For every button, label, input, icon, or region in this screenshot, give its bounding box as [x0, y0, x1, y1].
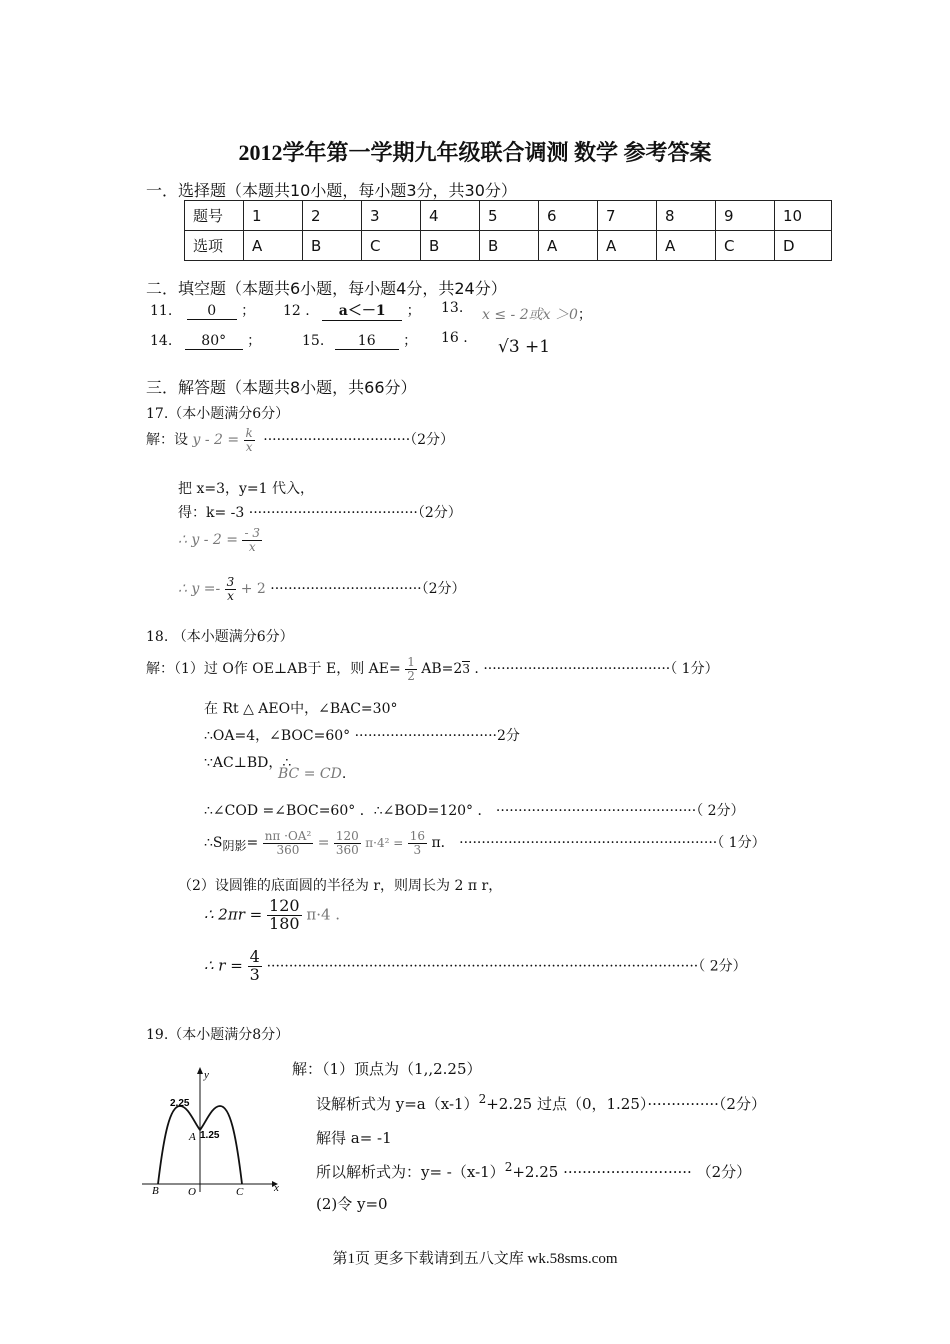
cell-num-3: 3 [362, 201, 421, 231]
row-label-number: 题号 [185, 201, 244, 231]
answer-table-number-row [185, 201, 832, 231]
cell-ans-2: B [303, 231, 362, 261]
cell-num-9: 9 [716, 201, 775, 231]
cell-num-4: 4 [421, 201, 480, 231]
q19-line5: (2)令 y=0 [316, 1195, 388, 1213]
q15-number: 15. [302, 333, 325, 349]
page-title: 2012学年第一学期九年级联合调测 数学 参考答案 [238, 140, 712, 165]
q17-line1 [146, 427, 454, 453]
q18-l1-fraction: $\frac{1}{2}$ [407, 655, 415, 683]
q18-l8-fraction: $\frac{120}{180}$ [269, 896, 300, 933]
q18-l9-dots: ·································································································（ 2分） [266, 958, 747, 975]
cell-ans-6: A [539, 231, 598, 261]
q18-l1-text: 解：（1）过 O作 OE⊥AB于 E，则 AE= [146, 661, 401, 678]
q17-heading: 17.（本小题满分6分） [146, 406, 290, 422]
label-y: y [204, 1069, 209, 1081]
q18-l6-frac1: $\frac{\text{nπ ·OA²}}{360}$ [264, 829, 312, 857]
label-o: O [188, 1186, 196, 1198]
q13-number: 13. [441, 300, 464, 316]
cell-ans-4: B [421, 231, 480, 261]
q18-line9 [204, 949, 747, 984]
q18-l6-pre: ∴S [204, 835, 223, 852]
cell-num-2: 2 [303, 201, 362, 231]
q18-line2: 在 Rt △ AEO中，∠BAC=30° [204, 701, 398, 717]
q19-heading: 19.（本小题满分8分） [146, 1027, 290, 1043]
q13-answer: x ≤ - 2或x ＞0； [482, 307, 592, 323]
q18-l6-dots: π． ··························································（ 1分） [431, 835, 766, 852]
q17-line5 [178, 576, 466, 602]
q17-l5-post: + 2 [240, 581, 266, 598]
label-a: A [189, 1131, 196, 1143]
q17-l5-dots: ··································（2分） [270, 581, 466, 598]
q18-l6-mid: π·4² = [365, 836, 404, 851]
q17-l5-pre: ∴ y =- [178, 581, 221, 598]
cell-num-10: 10 [775, 201, 832, 231]
q17-l4-fraction: $\frac{- 3}{x}$ [244, 526, 260, 554]
q18-l9-fraction: $\frac{4}{3}$ [249, 947, 260, 984]
y-axis-arrow [197, 1067, 203, 1074]
q14-sep: ； [247, 333, 262, 349]
q18-line1 [146, 656, 719, 682]
q12-answer: a＜－1 [322, 300, 402, 321]
label-c: C [236, 1186, 244, 1198]
q15-sep: ； [403, 333, 418, 349]
q19-line3: 解得 a= -1 [316, 1129, 392, 1147]
q18-line7: （2）设圆锥的底面圆的半径为 r，则周长为 2 π r， [178, 878, 503, 894]
q12-sep: ； [406, 303, 421, 319]
cell-num-6: 6 [539, 201, 598, 231]
q16-number: 16 . [441, 330, 468, 346]
answer-table [184, 200, 832, 261]
q19-line2: 设解析式为 $y=a(x-1)^2+2.25$ 过点（0，1.25）···············（2分） [316, 1092, 766, 1113]
q12 [283, 300, 421, 321]
q18-line8 [204, 898, 340, 933]
cell-num-7: 7 [598, 201, 657, 231]
section3-heading: 三．解答题（本题共8小题，共66分） [146, 378, 417, 397]
label-b: B [152, 1185, 159, 1197]
q18-heading: 18. （本小题满分6分） [146, 629, 294, 645]
q17-line2: 把 x=3，y=1 代入， [178, 481, 314, 497]
q17-line4 [178, 527, 262, 553]
section2-heading: 二．填空题（本题共6小题，每小题4分，共24分） [146, 279, 507, 298]
parabola-graph [140, 1064, 280, 1198]
q17-l5-fraction: $\frac{3}{x}$ [226, 575, 235, 603]
q18-l6-sub: 阴影 [222, 839, 247, 854]
q19-line4: 所以解析式为：$y= -(x-1)^2+2.25$ ··························· （2分） [316, 1160, 752, 1181]
q18-l1-radical: 3 [462, 662, 470, 677]
q18-l9-pre: ∴ r = [204, 956, 243, 975]
page-footer: 第1页 更多下载请到五八文库 wk.58sms.com [332, 1251, 618, 1267]
q17-l1-dots: ·································（2分） [263, 432, 455, 449]
q12-number: 12 . [283, 303, 310, 319]
cell-num-5: 5 [480, 201, 539, 231]
q17-l1-fraction: $\frac{k}{x}$ [245, 426, 253, 454]
cell-ans-9: C [716, 231, 775, 261]
q18-line3: ∴OA=4，∠BOC=60° ································2分 [204, 728, 520, 744]
cell-ans-3: C [362, 231, 421, 261]
cell-ans-10: D [775, 231, 832, 261]
label-2-25: 2.25 [170, 1098, 190, 1109]
q17-l1-pre: 解：设 [146, 432, 188, 449]
q15-answer: 16 [335, 333, 399, 350]
cell-ans-5: B [480, 231, 539, 261]
q18-l4-math: BC = CD. [278, 766, 347, 782]
label-x: x [274, 1182, 279, 1194]
q18-line5: ∴∠COD =∠BOC=60° ．∴∠BOD=120° ． ·············································（ 2分） [204, 803, 745, 819]
q18-l4-pre: ∵AC⊥BD，∴ [204, 755, 292, 771]
q18-line6: ∴S阴影= $\frac{\text{nπ ·OA²}}{360}$ = $\frac{120}{360}$ π·4² = $\frac{16}{3}$ π． ··························································（ 1分） [204, 829, 766, 857]
q18-l8-pre: ∴ 2πr = [204, 905, 263, 924]
q18-l1-post: AB=2 [421, 661, 463, 678]
q18-l1-dots: . ··········································（ 1分） [474, 661, 719, 678]
q17-l1-expr: y - 2 = [192, 432, 240, 449]
cell-num-8: 8 [657, 201, 716, 231]
q13 [441, 300, 463, 316]
cell-num-1: 1 [244, 201, 303, 231]
q11-number: 11. [150, 303, 173, 319]
q14 [150, 330, 261, 350]
section1-heading: 一．选择题（本题共10小题，每小题3分，共30分） [146, 181, 517, 200]
q14-number: 14. [150, 333, 173, 349]
q18-l6-frac2: $\frac{120}{360}$ [335, 829, 359, 857]
q18-l6-frac3: $\frac{16}{3}$ [409, 829, 426, 857]
q16-answer: √3 +1 [498, 337, 551, 357]
q14-answer: 80° [185, 333, 243, 350]
label-1-25: 1.25 [200, 1130, 220, 1141]
q15 [302, 330, 417, 350]
cell-ans-1: A [244, 231, 303, 261]
cell-ans-8: A [657, 231, 716, 261]
q11 [150, 300, 255, 320]
row-label-answer: 选项 [185, 231, 244, 261]
q11-sep: ； [241, 303, 256, 319]
q17-line3: 得：k= -3 ······································（2分） [178, 505, 462, 521]
q19-line1: 解：（1）顶点为（1,,2.25） [292, 1060, 482, 1078]
cell-ans-7: A [598, 231, 657, 261]
q18-l8-post: π·4 . [306, 905, 341, 924]
answer-table-answer-row [185, 231, 832, 261]
q17-l4-pre: ∴ y - 2 = [178, 532, 238, 549]
q11-answer: 0 [187, 303, 237, 320]
